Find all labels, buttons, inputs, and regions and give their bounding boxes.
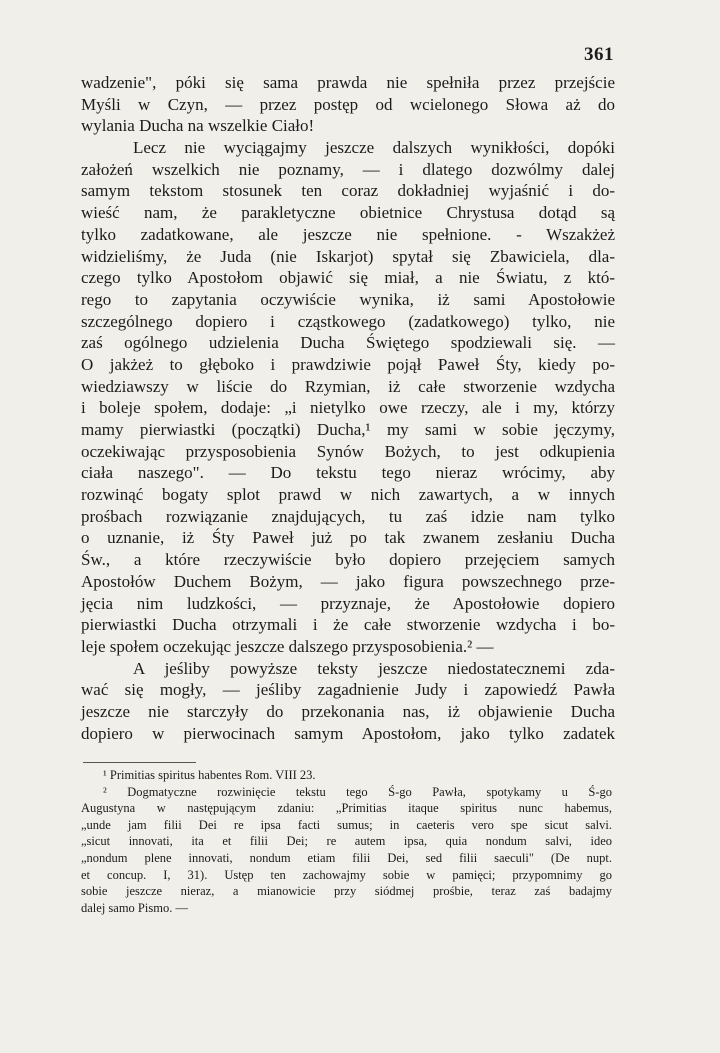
text-line: Św., a które rzeczywiście było dopiero przejęciem samych [81,550,615,570]
text-line: Apostołów Duchem Bożym, — jako figura powszechnego prze- [81,571,615,591]
text-line: wiedziawszy w liście do Rzymian, iż całe stworzenie wzdycha [81,376,615,396]
body-text [81,72,615,744]
text-line: wieść nam, że parakletyczne obietnice Chrystusa dotąd są [81,203,615,223]
text-line: jeszcze nie starczyły do przekonania nas, iż objawienie Ducha [81,701,615,721]
text-line: wadzenie", póki się sama prawda nie spełniła przez przejście [81,73,615,92]
text-line: samym tekstom stosunek ten coraz dokładniej wyjaśnić i do- [81,181,615,201]
footnote-line: ¹ Primitias spiritus habentes Rom. VIII 23. [103,768,316,782]
footnote-line: sobie jeszcze nieraz, a mianowicie przy siódmej prośbie, teraz zaś badajmy [81,884,612,899]
text-line: szczególnego dopiero i cząstkowego (zadatkowego) tylko, nie [81,311,615,331]
text-line: O jakżeż to głęboko i prawdziwie pojął Paweł Śty, kiedy po- [81,354,615,374]
text-line: rozwinąć bogaty splot prawd w nich zawartych, a w innych [81,485,615,505]
text-line: prośbach rozwiązanie znajdujących, tu zaś idzie nam tylko [81,506,615,526]
text-line: i boleje społem, dodaje: „i nietylko owe rzeczy, ale i my, którzy [81,398,615,418]
text-line: jęcia nim ludzkości, — przyznaje, że Apostołowie dopiero [81,593,615,613]
text-line: wać się mogły, — jeśliby zagadnienie Judy i zapowiedź Pawła [81,680,615,700]
footnote-line: „sicut innovati, ita et filii Dei; re autem ipsa, quia nondum salvi, ideo [81,834,612,849]
text-line: wylania Ducha na wszelkie Ciało! [81,116,315,136]
text-line: ciała naszego". — Do tekstu tego nieraz wrócimy, aby [81,463,615,483]
footnote-line: dalej samo Pismo. — [81,900,188,915]
page-number: 361 [584,44,614,65]
text-line: leje społem oczekując jeszcze dalszego przysposobienia.² — [81,636,494,656]
text-line: widzieliśmy, że Juda (nie Iskarjot) spytał się Zbawiciela, dla- [81,246,615,266]
footnote-line: „unde jam filii Dei re ipsa facti sumus; in caeteris vero spe sicut salvi. [81,817,612,832]
text-line: rego to zapytania oczywiście wynika, iż sami Apostołowie [81,289,615,309]
text-line: pierwiastki Ducha otrzymali i że całe stworzenie wzdycha i bo- [81,615,615,635]
footnote-line: ² Dogmatyczne rozwinięcie tekstu tego Ś-go Pawła, spotykamy u Ś-go [103,784,612,799]
text-line: założeń wszelkich nie poznamy, — i dlatego dozwólmy dalej [81,159,615,179]
footnote-divider [83,762,196,763]
text-line: dopiero w pierwocinach samym Apostołom, jako tylko zadatek [81,723,615,743]
text-line: czego tylko Apostołom objawić się miał, a nie Światu, z któ- [81,268,615,288]
footnote-line: et concup. I, 31). Ustęp ten zachowajmy sobie w pamięci; przypomnimy go [81,867,612,882]
footnotes [81,767,612,916]
text-line: oczekiwając przysposobienia Synów Bożych, to jest odkupienia [81,441,615,461]
footnote-line: „nondum plene innovati, nondum etiam filii Dei, sed filii saeculi" (De nupt. [81,850,612,865]
text-line: Myśli w Czyn, — przez postęp od wcielonego Słowa aż do [81,94,615,114]
text-line: o uznanie, iż Śty Paweł już po tak zwanem zesłaniu Ducha [81,528,615,548]
footnote-line: Augustyna w następującym zdaniu: „Primitias itaque spiritus nunc habemus, [81,801,612,816]
text-line: tylko zadatkowane, ale jeszcze nie spełnione. - Wszakżeż [81,224,615,244]
text-line: zaś ogólnego udzielenia Ducha Świętego spodziewali się. — [81,333,615,353]
text-line: mamy pierwiastki (początki) Ducha,¹ my sami w sobie jęczymy, [81,420,615,439]
text-line: Lecz nie wyciągajmy jeszcze dalszych wynikłości, dopóki [133,138,615,158]
text-line: A jeśliby powyższe teksty jeszcze niedostatecznemi zda- [133,658,615,678]
